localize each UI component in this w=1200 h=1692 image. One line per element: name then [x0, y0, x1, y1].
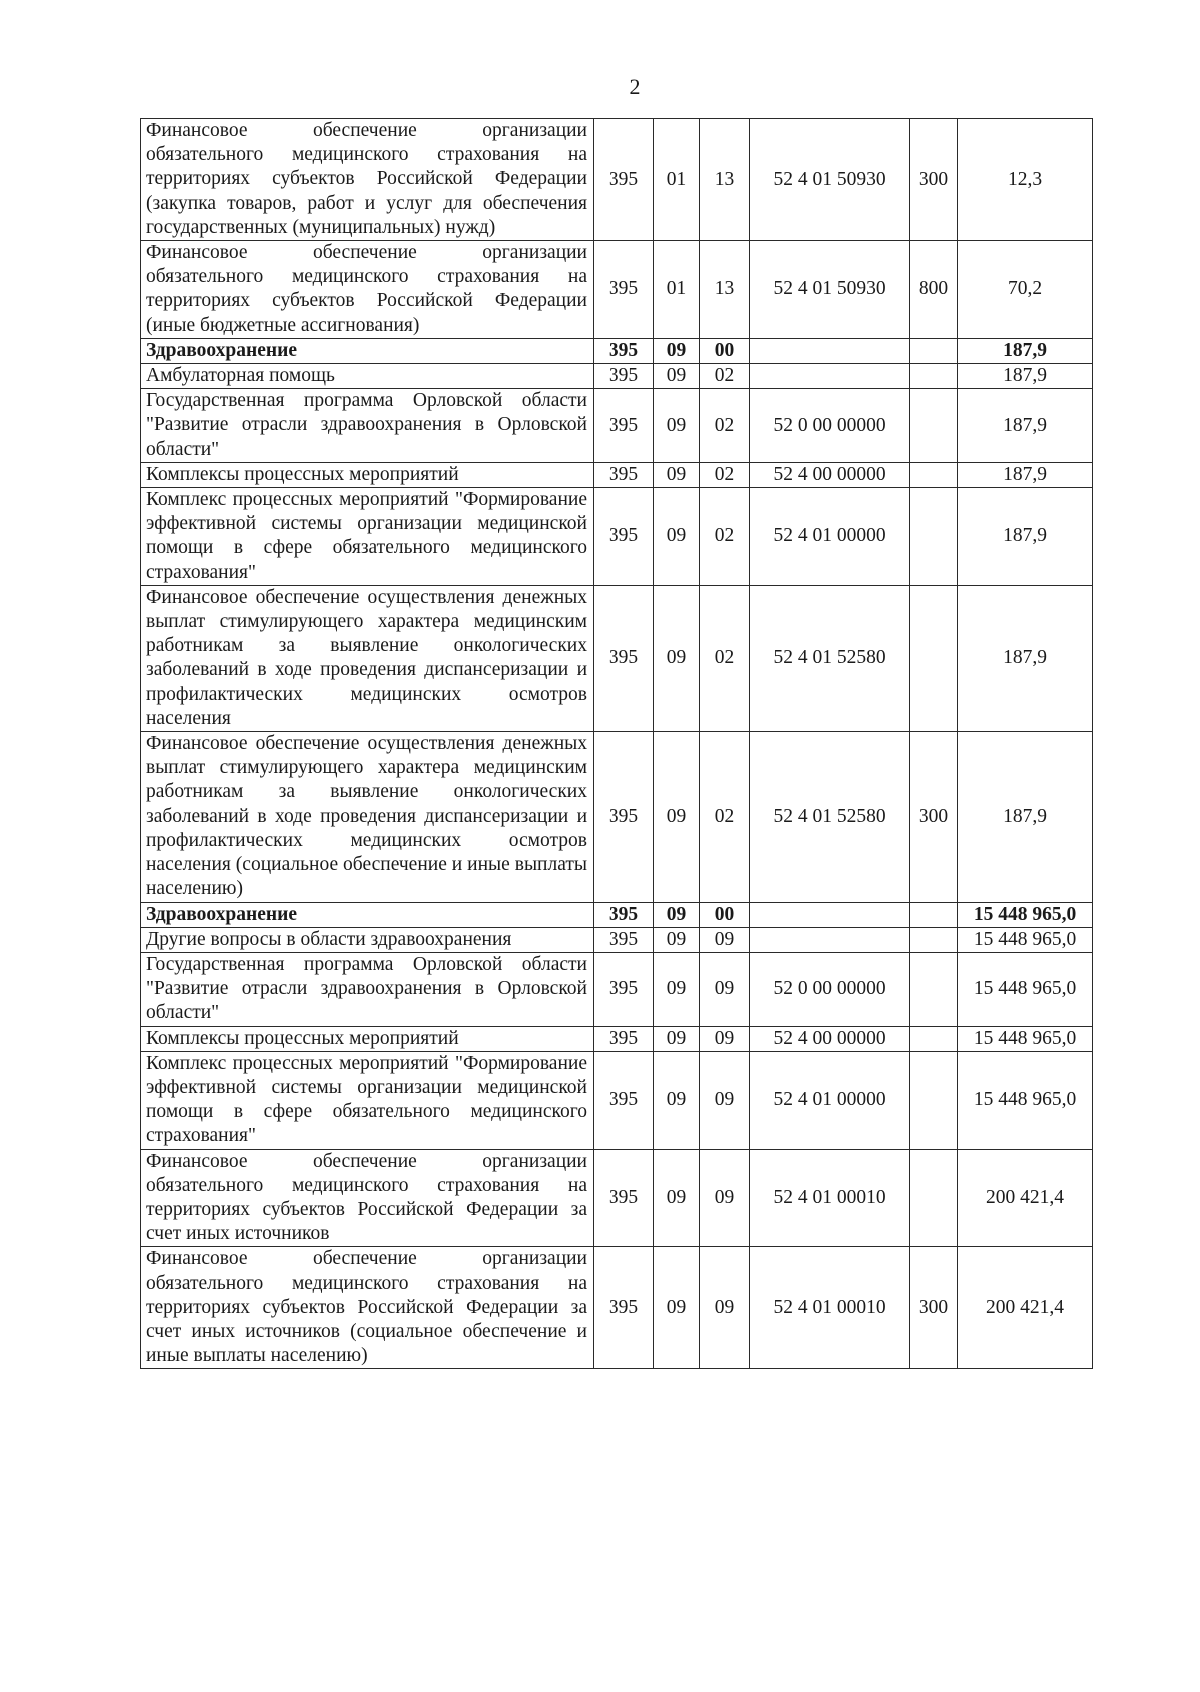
- budget-table-body: [141, 119, 1093, 1369]
- row-expense-type-cell: [910, 1051, 958, 1149]
- row-expense-type-cell: [910, 338, 958, 363]
- row-name-cell: Комплексы процессных мероприятий: [141, 1026, 594, 1051]
- row-grbs-cell: 395: [594, 1149, 654, 1247]
- row-expense-type-cell: [910, 364, 958, 389]
- row-grbs-cell: 395: [594, 338, 654, 363]
- row-grbs-cell: 395: [594, 119, 654, 241]
- row-subsection-cell: 13: [700, 241, 750, 339]
- row-expense-type-cell: [910, 1149, 958, 1247]
- row-expense-type-cell: [910, 488, 958, 586]
- page-number: 2: [629, 74, 641, 99]
- row-subsection-cell: 00: [700, 338, 750, 363]
- row-section-cell: 09: [654, 462, 700, 487]
- row-name-cell: Комплексы процессных мероприятий: [141, 462, 594, 487]
- row-name-cell: Комплекс процессных мероприятий "Формирование эффективной системы организации медицинской помощи в сфере обязательного медицинского страхования": [141, 488, 594, 586]
- row-target-article-cell: [750, 364, 910, 389]
- row-name-cell: Финансовое обеспечение осуществления денежных выплат стимулирующего характера медицинским работникам за выявление онкологических заболеваний в ходе проведения диспансеризации и профилактических медицинских осмотров населения: [141, 585, 594, 731]
- row-target-article-cell: 52 4 01 00000: [750, 488, 910, 586]
- row-section-cell: 01: [654, 241, 700, 339]
- row-amount-cell: 15 448 965,0: [958, 1051, 1093, 1149]
- row-subsection-cell: 02: [700, 732, 750, 902]
- row-target-article-cell: 52 4 01 00010: [750, 1247, 910, 1369]
- row-expense-type-cell: 300: [910, 119, 958, 241]
- budget-table: [140, 118, 1093, 1369]
- row-name-cell: Здравоохранение: [141, 902, 594, 927]
- row-target-article-cell: 52 0 00 00000: [750, 952, 910, 1026]
- row-amount-cell: 187,9: [958, 732, 1093, 902]
- row-section-cell: 09: [654, 927, 700, 952]
- table-row: [141, 119, 1093, 241]
- row-subsection-cell: 02: [700, 389, 750, 463]
- table-row: [141, 927, 1093, 952]
- row-section-cell: 09: [654, 1149, 700, 1247]
- row-grbs-cell: 395: [594, 952, 654, 1026]
- row-name-cell: Финансовое обеспечение организации обязательного медицинского страхования на территориях субъектов Российской Федерации (закупка товаров, работ и услуг для обеспечения государственных (муниципальных) нужд): [141, 119, 594, 241]
- row-subsection-cell: 09: [700, 1149, 750, 1247]
- row-expense-type-cell: [910, 927, 958, 952]
- row-subsection-cell: 02: [700, 488, 750, 586]
- row-amount-cell: 187,9: [958, 389, 1093, 463]
- row-name-cell: Комплекс процессных мероприятий "Формирование эффективной системы организации медицинской помощи в сфере обязательного медицинского страхования": [141, 1051, 594, 1149]
- row-name-cell: Другие вопросы в области здравоохранения: [141, 927, 594, 952]
- row-expense-type-cell: 300: [910, 732, 958, 902]
- row-target-article-cell: 52 4 01 00010: [750, 1149, 910, 1247]
- row-grbs-cell: 395: [594, 902, 654, 927]
- row-name-cell: Здравоохранение: [141, 338, 594, 363]
- row-section-cell: 09: [654, 338, 700, 363]
- row-amount-cell: 15 448 965,0: [958, 952, 1093, 1026]
- row-section-cell: 09: [654, 1026, 700, 1051]
- table-row: [141, 1026, 1093, 1051]
- table-row: [141, 241, 1093, 339]
- row-target-article-cell: 52 4 01 00000: [750, 1051, 910, 1149]
- row-amount-cell: 187,9: [958, 585, 1093, 731]
- row-expense-type-cell: [910, 585, 958, 731]
- row-amount-cell: 187,9: [958, 462, 1093, 487]
- row-name-cell: Государственная программа Орловской области "Развитие отрасли здравоохранения в Орловской области": [141, 389, 594, 463]
- row-grbs-cell: 395: [594, 488, 654, 586]
- row-section-cell: 09: [654, 902, 700, 927]
- row-subsection-cell: 02: [700, 585, 750, 731]
- table-row: [141, 338, 1093, 363]
- row-grbs-cell: 395: [594, 241, 654, 339]
- row-grbs-cell: 395: [594, 364, 654, 389]
- table-row: [141, 488, 1093, 586]
- row-grbs-cell: 395: [594, 585, 654, 731]
- row-subsection-cell: 02: [700, 462, 750, 487]
- row-target-article-cell: [750, 902, 910, 927]
- row-target-article-cell: 52 4 00 00000: [750, 1026, 910, 1051]
- row-target-article-cell: [750, 338, 910, 363]
- row-amount-cell: 187,9: [958, 488, 1093, 586]
- row-target-article-cell: 52 0 00 00000: [750, 389, 910, 463]
- row-name-cell: Амбулаторная помощь: [141, 364, 594, 389]
- table-row: [141, 1247, 1093, 1369]
- row-grbs-cell: 395: [594, 732, 654, 902]
- row-target-article-cell: 52 4 01 50930: [750, 241, 910, 339]
- table-row: [141, 462, 1093, 487]
- row-target-article-cell: 52 4 01 52580: [750, 585, 910, 731]
- table-row: [141, 952, 1093, 1026]
- table-row: [141, 1051, 1093, 1149]
- row-expense-type-cell: [910, 462, 958, 487]
- table-row: [141, 389, 1093, 463]
- row-amount-cell: 15 448 965,0: [958, 927, 1093, 952]
- row-amount-cell: 12,3: [958, 119, 1093, 241]
- row-grbs-cell: 395: [594, 389, 654, 463]
- row-target-article-cell: 52 4 01 52580: [750, 732, 910, 902]
- row-target-article-cell: [750, 927, 910, 952]
- row-amount-cell: 187,9: [958, 364, 1093, 389]
- row-target-article-cell: 52 4 00 00000: [750, 462, 910, 487]
- row-grbs-cell: 395: [594, 1026, 654, 1051]
- row-amount-cell: 200 421,4: [958, 1149, 1093, 1247]
- table-row: [141, 364, 1093, 389]
- row-grbs-cell: 395: [594, 1247, 654, 1369]
- row-name-cell: Финансовое обеспечение осуществления денежных выплат стимулирующего характера медицинским работникам за выявление онкологических заболеваний в ходе проведения диспансеризации и профилактических медицинских осмотров населения (социальное обеспечение и иные выплаты населению): [141, 732, 594, 902]
- row-section-cell: 09: [654, 952, 700, 1026]
- row-subsection-cell: 02: [700, 364, 750, 389]
- table-row: [141, 902, 1093, 927]
- row-subsection-cell: 13: [700, 119, 750, 241]
- row-expense-type-cell: [910, 952, 958, 1026]
- row-expense-type-cell: [910, 902, 958, 927]
- row-section-cell: 09: [654, 585, 700, 731]
- row-subsection-cell: 09: [700, 1247, 750, 1369]
- row-expense-type-cell: [910, 1026, 958, 1051]
- row-expense-type-cell: 300: [910, 1247, 958, 1369]
- row-section-cell: 09: [654, 1247, 700, 1369]
- row-amount-cell: 70,2: [958, 241, 1093, 339]
- table-row: [141, 1149, 1093, 1247]
- row-subsection-cell: 09: [700, 1026, 750, 1051]
- row-subsection-cell: 09: [700, 927, 750, 952]
- row-section-cell: 09: [654, 389, 700, 463]
- row-grbs-cell: 395: [594, 927, 654, 952]
- row-amount-cell: 187,9: [958, 338, 1093, 363]
- row-subsection-cell: 09: [700, 952, 750, 1026]
- row-section-cell: 09: [654, 364, 700, 389]
- row-amount-cell: 15 448 965,0: [958, 1026, 1093, 1051]
- row-section-cell: 09: [654, 732, 700, 902]
- row-amount-cell: 200 421,4: [958, 1247, 1093, 1369]
- row-subsection-cell: 09: [700, 1051, 750, 1149]
- row-expense-type-cell: 800: [910, 241, 958, 339]
- table-row: [141, 585, 1093, 731]
- row-section-cell: 09: [654, 1051, 700, 1149]
- row-name-cell: Финансовое обеспечение организации обязательного медицинского страхования на территориях субъектов Российской Федерации за счет иных источников (социальное обеспечение и иные выплаты населению): [141, 1247, 594, 1369]
- row-amount-cell: 15 448 965,0: [958, 902, 1093, 927]
- table-row: [141, 732, 1093, 902]
- row-section-cell: 01: [654, 119, 700, 241]
- row-expense-type-cell: [910, 389, 958, 463]
- row-name-cell: Государственная программа Орловской области "Развитие отрасли здравоохранения в Орловской области": [141, 952, 594, 1026]
- row-name-cell: Финансовое обеспечение организации обязательного медицинского страхования на территориях субъектов Российской Федерации за счет иных источников: [141, 1149, 594, 1247]
- row-name-cell: Финансовое обеспечение организации обязательного медицинского страхования на территориях субъектов Российской Федерации (иные бюджетные ассигнования): [141, 241, 594, 339]
- row-section-cell: 09: [654, 488, 700, 586]
- row-grbs-cell: 395: [594, 1051, 654, 1149]
- row-subsection-cell: 00: [700, 902, 750, 927]
- row-target-article-cell: 52 4 01 50930: [750, 119, 910, 241]
- row-grbs-cell: 395: [594, 462, 654, 487]
